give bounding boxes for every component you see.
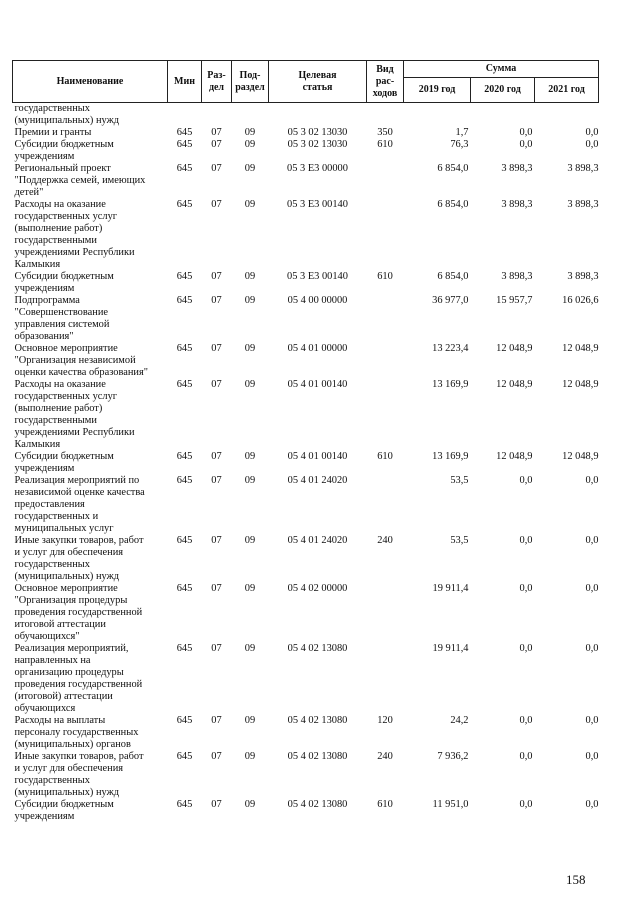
cell-name: Подпрограмма "Совершенствование управления системой образования": [14, 295, 110, 342]
cell-vid: [367, 163, 404, 199]
header-2021: 2021 год: [535, 78, 599, 103]
cell-name: Расходы на выплаты персоналу государственных (муниципальных) органов: [14, 715, 139, 750]
cell-2020: 12 048,9: [496, 451, 533, 462]
cell-podrazdel: 09: [244, 475, 256, 486]
cell-2019: 53,5: [450, 535, 469, 546]
table-row: [13, 295, 599, 343]
cell-razdel: 07: [211, 715, 222, 726]
cell-podrazdel: 09: [244, 643, 256, 654]
cell-min: 645: [176, 451, 193, 462]
cell-name: Реализация мероприятий, направленных на организацию процедуры проведения государственной (итоговой) аттестации обучающихся: [14, 643, 143, 714]
cell-target: 05 4 01 00000: [287, 343, 348, 354]
cell-2021: 12 048,9: [562, 451, 599, 462]
table-row: [13, 379, 599, 451]
cell-2021: 0,0: [585, 535, 599, 546]
table-row: [13, 535, 599, 583]
cell-name: Субсидии бюджетным учреждениям: [14, 451, 114, 474]
cell-2020: 0,0: [519, 751, 533, 762]
cell-min: 645: [176, 583, 193, 594]
cell-min: 645: [176, 799, 193, 810]
table-row: [13, 715, 599, 751]
header-min: Мин: [168, 61, 202, 103]
cell-2020: 15 957,7: [496, 295, 533, 306]
cell-name: Субсидии бюджетным учреждениям: [14, 271, 114, 294]
cell-name: Расходы на оказание государственных услуг (выполнение работ) государственными учреждениями Республики Калмыкия: [14, 379, 135, 450]
cell-2021: 0,0: [585, 583, 599, 594]
table-row: [13, 799, 599, 823]
cell-podrazdel: 09: [244, 451, 256, 462]
header-razdel: Раз- дел: [202, 61, 232, 103]
budget-table: [12, 60, 599, 823]
cell-target: 05 3 E3 00140: [287, 271, 348, 282]
cell-2021: 3 898,3: [567, 199, 599, 210]
cell-2020: 3 898,3: [501, 163, 533, 174]
cell-2019: 76,3: [450, 139, 469, 150]
cell-name: Региональный проект "Поддержка семей, имеющих детей": [14, 163, 146, 198]
cell-target: 05 4 02 13080: [287, 643, 348, 654]
cell-razdel: 07: [211, 199, 222, 210]
cell-min: 645: [176, 475, 193, 486]
cell-vid: [367, 343, 404, 379]
cell-podrazdel: 09: [244, 583, 256, 594]
table-header: [13, 61, 599, 103]
cell-podrazdel: 09: [244, 163, 256, 174]
cell-2020: 12 048,9: [496, 343, 533, 354]
cell-target: 05 3 E3 00000: [287, 163, 348, 174]
cell-2021: 3 898,3: [567, 163, 599, 174]
cell-min: 645: [176, 343, 193, 354]
cell-2019: 11 951,0: [432, 799, 469, 810]
cell-vid: [367, 475, 404, 535]
cell-target: 05 3 02 13030: [287, 127, 348, 138]
cell-min: 645: [176, 139, 193, 150]
header-2019: 2019 год: [404, 78, 471, 103]
page-number: 158: [566, 872, 586, 887]
cell-2020: 0,0: [519, 643, 533, 654]
cell-razdel: 07: [211, 379, 222, 390]
cell-vid: 610: [377, 139, 393, 150]
cell-vid: 610: [377, 451, 393, 462]
cell-target: 05 3 02 13030: [287, 139, 348, 150]
cell-2020: 3 898,3: [501, 271, 533, 282]
cell-name: Реализация мероприятий по независимой оценке качества предоставления государственных и муниципальных услуг: [14, 475, 145, 534]
cell-2020: 0,0: [519, 475, 533, 486]
cell-podrazdel: [232, 103, 269, 128]
cell-name: Иные закупки товаров, работ и услуг для обеспечения государственных (муниципальных) нужд: [14, 751, 144, 798]
cell-name: Основное мероприятие "Организация процедуры проведения государственной итоговой аттестации обучающихся": [14, 583, 143, 642]
cell-2019: 13 169,9: [432, 379, 469, 390]
cell-razdel: 07: [211, 271, 222, 282]
cell-2021: 0,0: [585, 139, 599, 150]
cell-razdel: 07: [211, 751, 222, 762]
table-row: [13, 127, 599, 139]
cell-2021: 0,0: [585, 715, 599, 726]
cell-2021: [535, 103, 599, 128]
cell-2019: 19 911,4: [432, 583, 469, 594]
cell-target: 05 4 01 24020: [287, 475, 348, 486]
cell-podrazdel: 09: [244, 379, 256, 390]
cell-razdel: 07: [211, 799, 222, 810]
cell-2019: [404, 103, 471, 128]
cell-2019: 24,2: [450, 715, 469, 726]
cell-razdel: 07: [211, 583, 222, 594]
table-row: [13, 643, 599, 715]
cell-target: 05 4 02 13080: [287, 799, 348, 810]
cell-podrazdel: 09: [244, 271, 256, 282]
cell-razdel: 07: [211, 475, 222, 486]
cell-2019: 7 936,2: [437, 751, 469, 762]
cell-name: Премии и гранты: [14, 127, 92, 138]
cell-vid: [367, 103, 404, 128]
table-row: [13, 103, 599, 128]
cell-razdel: 07: [211, 139, 222, 150]
cell-min: [168, 103, 202, 128]
cell-podrazdel: 09: [244, 295, 256, 306]
cell-podrazdel: 09: [244, 139, 256, 150]
cell-vid: [367, 199, 404, 271]
cell-vid: 120: [377, 715, 393, 726]
cell-2020: 12 048,9: [496, 379, 533, 390]
cell-2019: 13 169,9: [432, 451, 469, 462]
cell-min: 645: [176, 643, 193, 654]
cell-target: 05 4 01 24020: [287, 535, 348, 546]
cell-min: 645: [176, 271, 193, 282]
cell-2019: 6 854,0: [437, 271, 469, 282]
cell-target: 05 4 01 00140: [287, 379, 348, 390]
cell-podrazdel: 09: [244, 715, 256, 726]
table-body: [13, 103, 599, 824]
cell-2019: 53,5: [450, 475, 469, 486]
cell-razdel: 07: [211, 451, 222, 462]
header-sum: Сумма: [404, 61, 599, 78]
cell-vid: [367, 643, 404, 715]
cell-target: 05 3 E3 00140: [287, 199, 348, 210]
cell-2021: 0,0: [585, 643, 599, 654]
table-row: [13, 751, 599, 799]
cell-name: Иные закупки товаров, работ и услуг для обеспечения государственных (муниципальных) нужд: [14, 535, 144, 582]
header-2020: 2020 год: [471, 78, 535, 103]
cell-min: 645: [176, 127, 193, 138]
cell-2019: 13 223,4: [432, 343, 469, 354]
cell-razdel: 07: [211, 127, 222, 138]
cell-name: Расходы на оказание государственных услуг (выполнение работ) государственными учреждениями Республики Калмыкия: [14, 199, 135, 270]
cell-razdel: 07: [211, 163, 222, 174]
cell-razdel: [202, 103, 232, 128]
cell-vid: 610: [377, 271, 393, 282]
cell-2020: 0,0: [519, 799, 533, 810]
cell-podrazdel: 09: [244, 799, 256, 810]
cell-name: Основное мероприятие "Организация независимой оценки качества образования": [14, 343, 148, 378]
cell-vid: [367, 583, 404, 643]
cell-min: 645: [176, 379, 193, 390]
table-row: [13, 451, 599, 475]
cell-2021: 12 048,9: [562, 343, 599, 354]
cell-2020: 0,0: [519, 715, 533, 726]
cell-2021: 0,0: [585, 127, 599, 138]
cell-min: 645: [176, 535, 193, 546]
cell-razdel: 07: [211, 295, 222, 306]
cell-2020: 0,0: [519, 127, 533, 138]
table-row: [13, 163, 599, 199]
cell-name: государственных (муниципальных) нужд: [14, 103, 120, 126]
cell-podrazdel: 09: [244, 343, 256, 354]
cell-vid: [367, 295, 404, 343]
cell-min: 645: [176, 751, 193, 762]
cell-2020: [471, 103, 535, 128]
cell-2021: 0,0: [585, 751, 599, 762]
cell-2019: 1,7: [455, 127, 469, 138]
cell-2020: 0,0: [519, 583, 533, 594]
cell-2020: 0,0: [519, 535, 533, 546]
cell-2021: 0,0: [585, 475, 599, 486]
cell-name: Субсидии бюджетным учреждениям: [14, 799, 114, 822]
cell-target: [269, 103, 367, 128]
cell-2019: 6 854,0: [437, 163, 469, 174]
budget-sheet: [12, 60, 598, 823]
cell-target: 05 4 02 13080: [287, 715, 348, 726]
cell-target: 05 4 01 00140: [287, 451, 348, 462]
cell-podrazdel: 09: [244, 751, 256, 762]
cell-vid: 240: [377, 751, 393, 762]
cell-min: 645: [176, 163, 193, 174]
cell-vid: 610: [377, 799, 393, 810]
table-row: [13, 199, 599, 271]
cell-2021: 16 026,6: [562, 295, 599, 306]
cell-vid: 350: [377, 127, 393, 138]
cell-2021: 0,0: [585, 799, 599, 810]
cell-razdel: 07: [211, 643, 222, 654]
cell-2021: 3 898,3: [567, 271, 599, 282]
cell-podrazdel: 09: [244, 199, 256, 210]
cell-2019: 36 977,0: [432, 295, 469, 306]
cell-podrazdel: 09: [244, 535, 256, 546]
cell-razdel: 07: [211, 343, 222, 354]
header-podrazdel: Под- раздел: [232, 61, 269, 103]
cell-target: 05 4 00 00000: [287, 295, 348, 306]
cell-vid: 240: [377, 535, 393, 546]
table-row: [13, 139, 599, 163]
table-row: [13, 475, 599, 535]
cell-2020: 0,0: [519, 139, 533, 150]
cell-target: 05 4 02 13080: [287, 751, 348, 762]
cell-min: 645: [176, 715, 193, 726]
cell-podrazdel: 09: [244, 127, 256, 138]
cell-name: Субсидии бюджетным учреждениям: [14, 139, 114, 162]
cell-2019: 6 854,0: [437, 199, 469, 210]
cell-razdel: 07: [211, 535, 222, 546]
cell-2019: 19 911,4: [432, 643, 469, 654]
table-row: [13, 343, 599, 379]
table-row: [13, 271, 599, 295]
header-name: Наименование: [13, 61, 168, 103]
cell-min: 645: [176, 295, 193, 306]
table-row: [13, 583, 599, 643]
header-vid: Вид рас- ходов: [367, 61, 404, 103]
header-target: Целевая статья: [269, 61, 367, 103]
cell-vid: [367, 379, 404, 451]
cell-2020: 3 898,3: [501, 199, 533, 210]
cell-min: 645: [176, 199, 193, 210]
cell-2021: 12 048,9: [562, 379, 599, 390]
cell-target: 05 4 02 00000: [287, 583, 348, 594]
